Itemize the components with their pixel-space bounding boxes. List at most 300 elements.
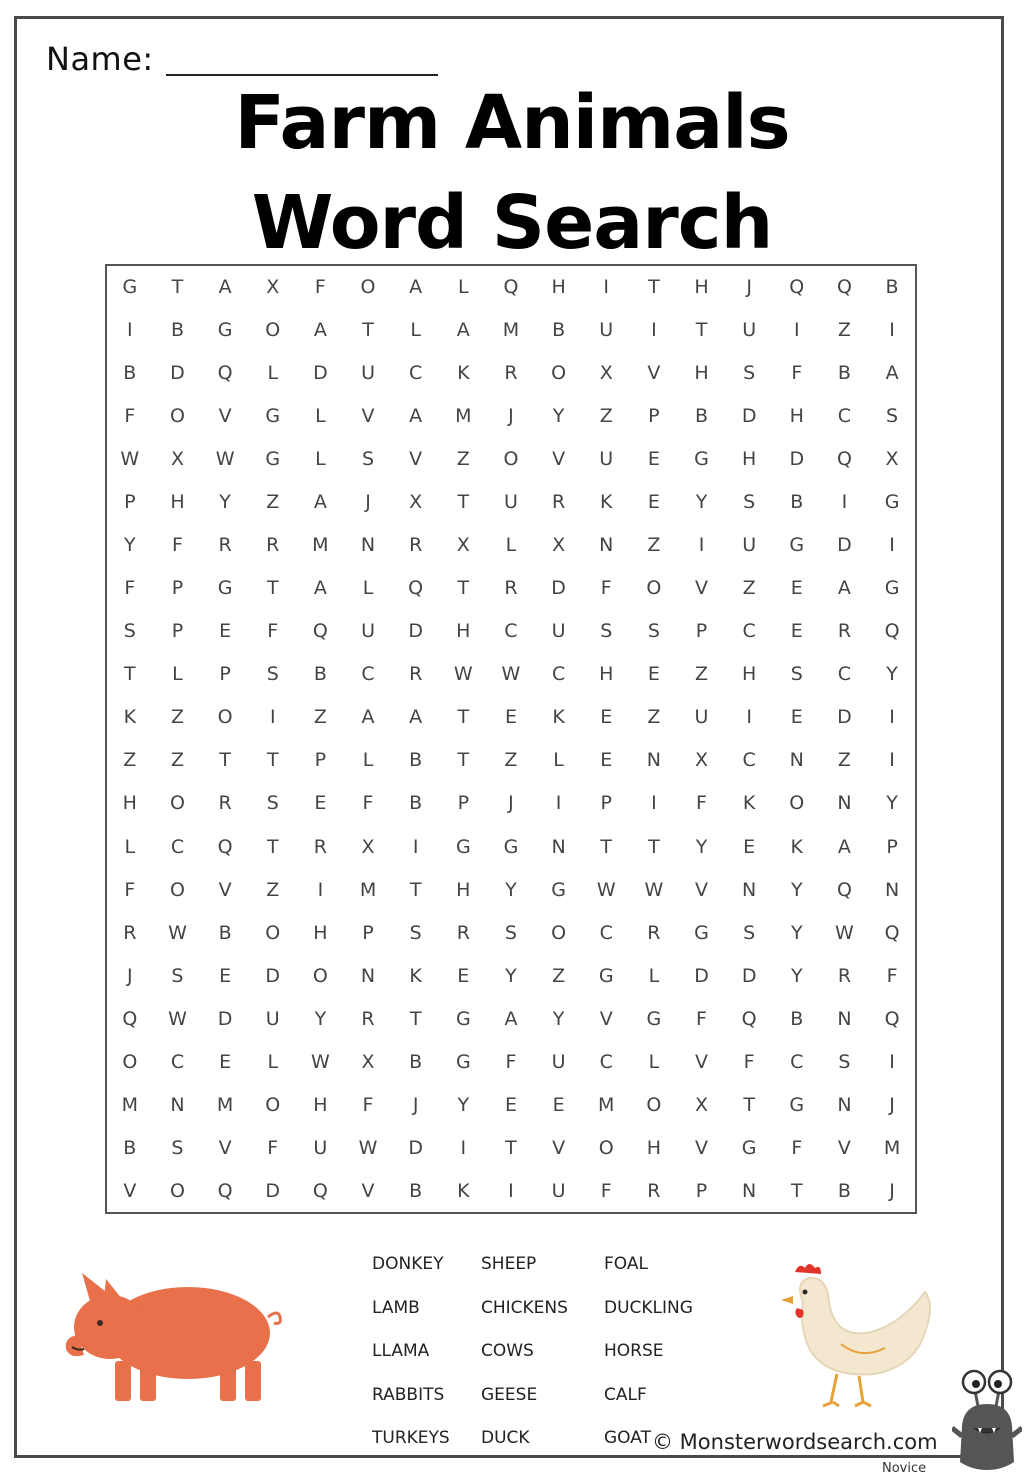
grid-letter[interactable]: O: [646, 1094, 662, 1117]
grid-letter[interactable]: I: [460, 1137, 467, 1160]
grid-letter[interactable]: G: [455, 835, 471, 858]
grid-letter[interactable]: Q: [884, 921, 900, 944]
grid-letter[interactable]: T: [124, 663, 136, 686]
grid-letter[interactable]: E: [790, 577, 803, 600]
grid-letter[interactable]: S: [743, 490, 756, 513]
grid-letter[interactable]: H: [694, 361, 709, 384]
grid-letter[interactable]: O: [312, 964, 328, 987]
grid-letter[interactable]: A: [361, 706, 375, 729]
grid-letter[interactable]: G: [598, 964, 614, 987]
grid-letter[interactable]: K: [457, 361, 470, 384]
grid-letter[interactable]: S: [123, 620, 136, 643]
grid-letter[interactable]: G: [503, 835, 519, 858]
grid-letter[interactable]: R: [218, 534, 232, 556]
grid-letter[interactable]: Q: [408, 577, 424, 600]
grid-letter[interactable]: F: [505, 1050, 517, 1073]
grid-letter[interactable]: Y: [314, 1007, 327, 1030]
grid-letter[interactable]: I: [793, 318, 800, 341]
grid-letter[interactable]: O: [551, 361, 567, 384]
grid-letter[interactable]: V: [361, 1180, 375, 1203]
grid-letter[interactable]: W: [453, 663, 473, 686]
grid-letter[interactable]: D: [170, 361, 185, 384]
grid-letter[interactable]: B: [409, 1180, 423, 1203]
grid-letter[interactable]: T: [743, 1094, 755, 1117]
grid-letter[interactable]: L: [267, 1050, 279, 1073]
grid-letter[interactable]: C: [361, 663, 375, 686]
grid-letter[interactable]: Y: [886, 663, 898, 686]
grid-letter[interactable]: Z: [647, 706, 661, 729]
name-line[interactable]: [166, 74, 438, 76]
grid-letter[interactable]: C: [742, 749, 756, 772]
grid-letter[interactable]: H: [742, 663, 757, 686]
grid-letter[interactable]: M: [455, 404, 472, 427]
grid-letter[interactable]: B: [837, 1180, 851, 1203]
grid-letter[interactable]: F: [124, 577, 136, 600]
grid-letter[interactable]: E: [552, 1094, 565, 1117]
grid-letter[interactable]: H: [646, 1137, 662, 1160]
grid-letter[interactable]: R: [504, 577, 518, 600]
grid-letter[interactable]: M: [883, 1137, 901, 1160]
grid-letter[interactable]: P: [457, 792, 470, 815]
grid-letter[interactable]: Z: [742, 577, 756, 600]
grid-letter[interactable]: V: [218, 878, 232, 901]
grid-letter[interactable]: T: [457, 490, 470, 513]
grid-letter[interactable]: C: [599, 1050, 613, 1073]
grid-letter[interactable]: W: [215, 447, 235, 470]
grid-letter[interactable]: Q: [503, 275, 519, 298]
grid-letter[interactable]: O: [360, 275, 376, 298]
grid-letter[interactable]: U: [551, 1050, 566, 1073]
grid-letter[interactable]: F: [886, 964, 898, 987]
grid-letter[interactable]: X: [361, 1050, 375, 1073]
grid-letter[interactable]: W: [501, 663, 521, 686]
grid-letter[interactable]: G: [741, 1137, 757, 1160]
grid-letter[interactable]: U: [503, 490, 518, 513]
grid-letter[interactable]: W: [358, 1137, 378, 1160]
grid-letter[interactable]: H: [122, 792, 137, 815]
grid-letter[interactable]: G: [455, 1007, 471, 1030]
grid-letter[interactable]: T: [266, 835, 279, 858]
grid-letter[interactable]: F: [362, 1094, 374, 1117]
grid-letter[interactable]: N: [360, 534, 376, 556]
grid-letter[interactable]: E: [457, 964, 470, 987]
grid-letter[interactable]: W: [644, 878, 664, 901]
grid-letter[interactable]: P: [648, 404, 660, 427]
grid-letter[interactable]: M: [502, 318, 520, 341]
grid-letter[interactable]: R: [837, 964, 852, 987]
grid-letter[interactable]: R: [361, 1007, 375, 1030]
grid-letter[interactable]: R: [313, 835, 327, 858]
grid-letter[interactable]: O: [789, 792, 805, 815]
grid-letter[interactable]: L: [124, 835, 136, 858]
grid-letter[interactable]: G: [789, 1094, 805, 1117]
grid-letter[interactable]: Y: [695, 490, 708, 513]
grid-letter[interactable]: I: [317, 878, 324, 901]
grid-letter[interactable]: T: [171, 275, 184, 298]
grid-letter[interactable]: F: [600, 577, 612, 600]
grid-letter[interactable]: B: [885, 275, 899, 298]
grid-letter[interactable]: T: [266, 577, 279, 600]
grid-letter[interactable]: E: [790, 620, 803, 643]
grid-letter[interactable]: A: [504, 1007, 518, 1030]
grid-letter[interactable]: S: [171, 1137, 184, 1160]
grid-letter[interactable]: O: [169, 792, 185, 815]
grid-letter[interactable]: S: [600, 620, 613, 643]
grid-letter[interactable]: E: [219, 620, 232, 643]
grid-letter[interactable]: X: [409, 490, 423, 513]
grid-letter[interactable]: H: [551, 275, 566, 298]
grid-letter[interactable]: N: [789, 749, 804, 772]
grid-letter[interactable]: A: [885, 361, 899, 384]
grid-letter[interactable]: Z: [694, 663, 709, 686]
grid-letter[interactable]: I: [269, 706, 276, 729]
grid-letter[interactable]: A: [409, 404, 423, 427]
grid-letter[interactable]: O: [169, 1180, 185, 1203]
grid-letter[interactable]: U: [551, 620, 566, 643]
grid-letter[interactable]: T: [219, 749, 231, 772]
grid-letter[interactable]: J: [508, 792, 514, 815]
grid-letter[interactable]: Y: [124, 534, 136, 556]
grid-letter[interactable]: D: [408, 1137, 423, 1160]
grid-letter[interactable]: T: [409, 1007, 422, 1030]
grid-letter[interactable]: R: [123, 921, 137, 944]
grid-letter[interactable]: V: [552, 447, 566, 470]
grid-letter[interactable]: Q: [122, 1007, 138, 1030]
grid-letter[interactable]: Y: [886, 792, 898, 815]
grid-letter[interactable]: D: [408, 620, 423, 643]
grid-letter[interactable]: B: [123, 1137, 137, 1160]
grid-letter[interactable]: O: [122, 1050, 138, 1073]
grid-letter[interactable]: V: [599, 1007, 613, 1030]
grid-letter[interactable]: V: [647, 361, 661, 384]
grid-letter[interactable]: A: [456, 318, 470, 341]
grid-letter[interactable]: I: [841, 490, 848, 513]
grid-letter[interactable]: Q: [217, 1180, 233, 1203]
grid-letter[interactable]: U: [599, 447, 614, 470]
grid-letter[interactable]: G: [694, 921, 709, 944]
grid-letter[interactable]: U: [742, 534, 757, 556]
grid-letter[interactable]: O: [503, 447, 519, 470]
grid-letter[interactable]: Q: [836, 447, 852, 470]
grid-letter[interactable]: Z: [456, 447, 470, 470]
grid-letter[interactable]: X: [885, 447, 899, 470]
grid-letter[interactable]: F: [791, 1137, 803, 1160]
grid-letter[interactable]: F: [600, 1180, 612, 1203]
grid-letter[interactable]: F: [124, 404, 136, 427]
grid-letter[interactable]: G: [122, 275, 138, 298]
grid-letter[interactable]: Z: [504, 749, 518, 772]
grid-letter[interactable]: T: [457, 706, 470, 729]
grid-letter[interactable]: H: [170, 490, 185, 513]
grid-letter[interactable]: S: [790, 663, 803, 686]
grid-letter[interactable]: B: [409, 1050, 423, 1073]
grid-letter[interactable]: Q: [836, 275, 852, 298]
grid-letter[interactable]: P: [314, 749, 327, 772]
grid-letter[interactable]: F: [743, 1050, 755, 1073]
grid-letter[interactable]: G: [265, 404, 281, 427]
grid-letter[interactable]: C: [837, 404, 852, 427]
grid-letter[interactable]: N: [837, 1007, 852, 1030]
grid-letter[interactable]: B: [790, 490, 804, 513]
grid-letter[interactable]: T: [457, 749, 470, 772]
grid-letter[interactable]: F: [171, 534, 183, 556]
grid-letter[interactable]: B: [790, 1007, 804, 1030]
grid-letter[interactable]: K: [552, 706, 565, 729]
grid-letter[interactable]: H: [742, 447, 757, 470]
grid-letter[interactable]: A: [313, 318, 327, 341]
grid-letter[interactable]: Z: [599, 404, 613, 427]
grid-letter[interactable]: L: [315, 404, 326, 427]
grid-letter[interactable]: L: [410, 318, 421, 341]
grid-letter[interactable]: P: [600, 792, 612, 815]
grid-letter[interactable]: G: [217, 318, 233, 341]
grid-letter[interactable]: E: [504, 706, 517, 729]
grid-letter[interactable]: L: [362, 749, 374, 772]
grid-letter[interactable]: T: [648, 275, 660, 298]
grid-letter[interactable]: X: [599, 361, 613, 384]
grid-letter[interactable]: V: [123, 1180, 137, 1203]
grid-letter[interactable]: C: [170, 835, 185, 858]
grid-letter[interactable]: M: [216, 1094, 234, 1117]
grid-letter[interactable]: Z: [313, 706, 327, 729]
grid-letter[interactable]: A: [409, 706, 423, 729]
grid-letter[interactable]: S: [504, 921, 517, 944]
grid-letter[interactable]: Y: [790, 878, 803, 901]
grid-letter[interactable]: I: [127, 318, 133, 341]
grid-letter[interactable]: W: [835, 921, 854, 944]
grid-letter[interactable]: I: [889, 318, 895, 341]
grid-letter[interactable]: B: [694, 404, 709, 427]
grid-letter[interactable]: L: [315, 447, 326, 470]
grid-letter[interactable]: L: [458, 275, 469, 298]
grid-letter[interactable]: F: [267, 1137, 279, 1160]
grid-letter[interactable]: U: [599, 318, 614, 341]
grid-letter[interactable]: V: [695, 878, 708, 901]
grid-letter[interactable]: T: [409, 878, 422, 901]
grid-letter[interactable]: I: [889, 706, 895, 729]
grid-letter[interactable]: X: [694, 749, 709, 772]
grid-letter[interactable]: L: [505, 534, 517, 556]
grid-letter[interactable]: T: [505, 1137, 517, 1160]
grid-letter[interactable]: P: [124, 490, 136, 513]
grid-letter[interactable]: J: [889, 1180, 895, 1203]
grid-letter[interactable]: U: [361, 361, 375, 384]
grid-letter[interactable]: R: [647, 921, 661, 944]
grid-letter[interactable]: I: [603, 275, 610, 298]
grid-letter[interactable]: B: [837, 361, 851, 384]
grid-letter[interactable]: A: [313, 577, 327, 600]
grid-letter[interactable]: R: [504, 361, 518, 384]
grid-letter[interactable]: E: [647, 447, 660, 470]
grid-letter[interactable]: I: [555, 792, 562, 815]
grid-letter[interactable]: Q: [884, 620, 900, 643]
grid-letter[interactable]: I: [651, 792, 657, 815]
grid-letter[interactable]: K: [742, 792, 756, 815]
grid-letter[interactable]: N: [837, 1094, 852, 1117]
grid-letter[interactable]: I: [889, 749, 895, 772]
grid-letter[interactable]: J: [127, 964, 133, 987]
grid-letter[interactable]: L: [172, 663, 183, 686]
grid-letter[interactable]: Z: [266, 490, 280, 513]
grid-letter[interactable]: F: [696, 792, 707, 815]
grid-letter[interactable]: N: [599, 534, 614, 556]
grid-letter[interactable]: T: [266, 749, 279, 772]
grid-letter[interactable]: H: [313, 1094, 328, 1117]
grid-letter[interactable]: H: [456, 620, 471, 643]
grid-letter[interactable]: E: [600, 706, 613, 729]
grid-letter[interactable]: I: [698, 534, 705, 556]
grid-letter[interactable]: P: [171, 620, 184, 643]
grid-letter[interactable]: F: [696, 1007, 707, 1030]
grid-letter[interactable]: T: [648, 835, 660, 858]
grid-letter[interactable]: X: [456, 534, 470, 556]
grid-letter[interactable]: G: [217, 577, 233, 600]
grid-letter[interactable]: Y: [219, 490, 231, 513]
grid-letter[interactable]: H: [599, 663, 614, 686]
grid-letter[interactable]: F: [314, 275, 326, 298]
grid-letter[interactable]: R: [218, 792, 232, 815]
grid-letter[interactable]: D: [789, 447, 805, 470]
grid-letter[interactable]: D: [837, 534, 852, 556]
grid-letter[interactable]: Y: [552, 1007, 565, 1030]
grid-letter[interactable]: M: [312, 534, 329, 556]
grid-letter[interactable]: Y: [505, 964, 517, 987]
grid-letter[interactable]: G: [551, 878, 566, 901]
grid-letter[interactable]: I: [651, 318, 657, 341]
grid-letter[interactable]: G: [789, 534, 805, 556]
grid-letter[interactable]: O: [169, 404, 185, 427]
grid-letter[interactable]: J: [412, 1094, 419, 1117]
grid-letter[interactable]: Z: [266, 878, 280, 901]
grid-letter[interactable]: D: [837, 706, 852, 729]
grid-letter[interactable]: D: [265, 1180, 281, 1203]
grid-letter[interactable]: R: [409, 534, 423, 556]
grid-letter[interactable]: I: [746, 706, 752, 729]
grid-letter[interactable]: X: [170, 447, 184, 470]
grid-letter[interactable]: D: [694, 964, 709, 987]
grid-letter[interactable]: N: [646, 749, 661, 772]
grid-letter[interactable]: T: [457, 577, 470, 600]
grid-letter[interactable]: J: [746, 275, 752, 298]
grid-letter[interactable]: O: [265, 921, 281, 944]
grid-letter[interactable]: J: [365, 490, 371, 513]
grid-letter[interactable]: E: [743, 835, 756, 858]
grid-letter[interactable]: C: [409, 361, 423, 384]
grid-letter[interactable]: P: [886, 835, 898, 858]
grid-letter[interactable]: E: [314, 792, 327, 815]
grid-letter[interactable]: Z: [647, 534, 661, 556]
grid-letter[interactable]: H: [313, 921, 328, 944]
grid-letter[interactable]: S: [886, 404, 899, 427]
grid-letter[interactable]: Q: [789, 275, 805, 298]
grid-letter[interactable]: W: [168, 921, 187, 944]
grid-letter[interactable]: Y: [790, 921, 803, 944]
grid-letter[interactable]: N: [884, 878, 900, 901]
grid-letter[interactable]: B: [218, 921, 232, 944]
grid-letter[interactable]: A: [313, 490, 327, 513]
grid-letter[interactable]: I: [508, 1180, 514, 1203]
grid-letter[interactable]: Q: [312, 620, 328, 643]
grid-letter[interactable]: S: [743, 921, 756, 944]
grid-letter[interactable]: R: [551, 490, 566, 513]
grid-letter[interactable]: U: [361, 620, 375, 643]
grid-letter[interactable]: E: [219, 964, 232, 987]
grid-letter[interactable]: I: [889, 534, 895, 556]
grid-letter[interactable]: O: [169, 878, 185, 901]
grid-letter[interactable]: B: [409, 792, 423, 815]
grid-letter[interactable]: N: [742, 878, 757, 901]
grid-letter[interactable]: S: [171, 964, 184, 987]
grid-letter[interactable]: S: [361, 447, 375, 470]
grid-letter[interactable]: T: [362, 318, 374, 341]
grid-letter[interactable]: N: [170, 1094, 185, 1117]
grid-letter[interactable]: Q: [217, 835, 233, 858]
grid-letter[interactable]: Q: [884, 1007, 900, 1030]
grid-letter[interactable]: C: [551, 663, 566, 686]
grid-letter[interactable]: S: [838, 1050, 851, 1073]
grid-letter[interactable]: E: [504, 1094, 517, 1117]
grid-letter[interactable]: V: [409, 447, 423, 470]
grid-letter[interactable]: D: [217, 1007, 233, 1030]
grid-letter[interactable]: C: [599, 921, 613, 944]
grid-letter[interactable]: L: [267, 361, 279, 384]
grid-letter[interactable]: L: [648, 1050, 660, 1073]
grid-letter[interactable]: G: [884, 490, 900, 513]
grid-letter[interactable]: X: [552, 534, 566, 556]
grid-letter[interactable]: G: [884, 577, 900, 600]
grid-letter[interactable]: V: [837, 1137, 851, 1160]
grid-letter[interactable]: S: [647, 620, 660, 643]
grid-letter[interactable]: U: [265, 1007, 280, 1030]
grid-letter[interactable]: I: [412, 835, 419, 858]
grid-letter[interactable]: B: [170, 318, 184, 341]
grid-letter[interactable]: N: [360, 964, 376, 987]
grid-letter[interactable]: Y: [695, 835, 708, 858]
grid-letter[interactable]: G: [265, 447, 281, 470]
grid-letter[interactable]: F: [267, 620, 279, 643]
grid-letter[interactable]: X: [266, 275, 280, 298]
grid-letter[interactable]: G: [455, 1050, 471, 1073]
grid-letter[interactable]: E: [219, 1050, 232, 1073]
grid-letter[interactable]: Q: [312, 1180, 328, 1203]
grid-letter[interactable]: Y: [505, 878, 517, 901]
grid-letter[interactable]: Z: [123, 749, 137, 772]
grid-letter[interactable]: R: [837, 620, 852, 643]
grid-letter[interactable]: S: [409, 921, 422, 944]
grid-letter[interactable]: V: [695, 1050, 708, 1073]
grid-letter[interactable]: T: [790, 1180, 803, 1203]
grid-letter[interactable]: W: [120, 447, 140, 470]
grid-letter[interactable]: O: [646, 577, 662, 600]
grid-letter[interactable]: B: [313, 663, 327, 686]
grid-letter[interactable]: V: [361, 404, 375, 427]
grid-letter[interactable]: K: [599, 490, 613, 513]
grid-letter[interactable]: F: [791, 361, 803, 384]
grid-letter[interactable]: O: [265, 1094, 281, 1117]
grid-letter[interactable]: A: [837, 577, 851, 600]
grid-letter[interactable]: F: [124, 878, 136, 901]
grid-letter[interactable]: L: [553, 749, 564, 772]
grid-letter[interactable]: O: [598, 1137, 614, 1160]
grid-letter[interactable]: A: [409, 275, 423, 298]
grid-letter[interactable]: W: [596, 878, 616, 901]
grid-letter[interactable]: E: [600, 749, 613, 772]
grid-letter[interactable]: I: [889, 1050, 895, 1073]
grid-letter[interactable]: C: [837, 663, 852, 686]
grid-letter[interactable]: N: [742, 1180, 757, 1203]
grid-letter[interactable]: J: [889, 1094, 895, 1117]
grid-letter[interactable]: Q: [217, 361, 233, 384]
